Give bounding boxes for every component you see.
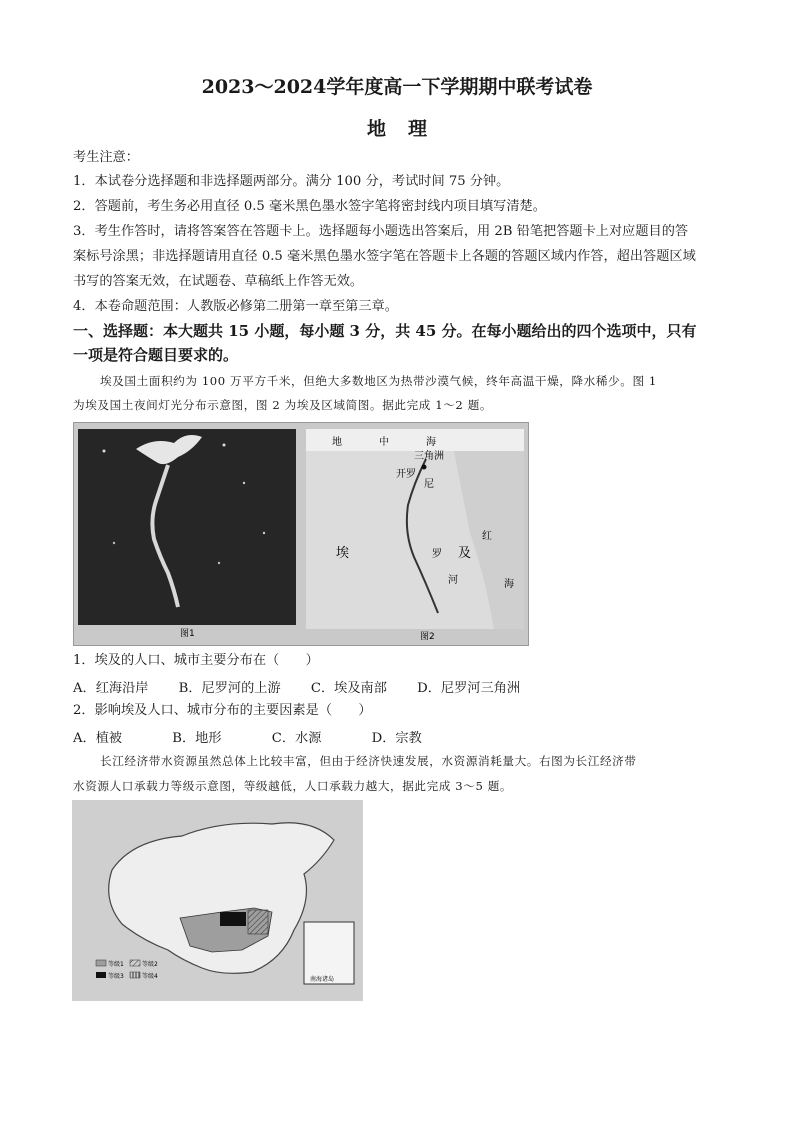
notice-item: 3．考生作答时，请将答案答在答题卡上。选择题每小题选出答案后，用 2B 铅笔把答题卡上对应题目的答 bbox=[73, 224, 689, 239]
notice-item: 4．本卷命题范围：人教版必修第二册第一章至第三章。 bbox=[73, 299, 398, 314]
legend-label: 等级2 bbox=[142, 961, 158, 968]
map-label: 及 bbox=[458, 546, 472, 561]
notice-item: 书写的答案无效，在试题卷、草稿纸上作答无效。 bbox=[73, 274, 364, 289]
question-2-options bbox=[73, 727, 448, 746]
option-a: A．植被 bbox=[73, 731, 123, 746]
option-b: B．尼罗河的上游 bbox=[178, 681, 281, 696]
fig2-caption: 图2 bbox=[420, 632, 435, 642]
option-d: D．宗教 bbox=[371, 731, 422, 746]
legend-label: 等级3 bbox=[108, 973, 124, 980]
night-lights-map bbox=[78, 429, 296, 625]
passage-text: 水资源人口承载力等级示意图，等级越低，人口承载力越大，据此完成 3～5 题。 bbox=[73, 779, 513, 793]
passage-text: 长江经济带水资源虽然总体上比较丰富，但由于经济快速发展，水资源消耗量大。右图为长江经济带 bbox=[100, 754, 637, 768]
map-label: 海 bbox=[426, 437, 436, 448]
option-c: C．埃及南部 bbox=[310, 681, 387, 696]
egypt-figures bbox=[73, 422, 529, 646]
yangtze-map-svg bbox=[72, 800, 363, 1001]
yangtze-map bbox=[72, 800, 363, 1001]
map-label: 红 bbox=[482, 531, 492, 542]
subject-title: 地理 bbox=[366, 118, 449, 140]
option-d: D．尼罗河三角洲 bbox=[417, 681, 521, 696]
south-china-sea-inset bbox=[304, 922, 354, 984]
fig1-caption: 图1 bbox=[180, 629, 195, 639]
legend-label: 等级1 bbox=[108, 961, 124, 968]
notice-item: 案标号涂黑；非选择题请用直径 0.5 毫米黑色墨水签字笔在答题卡上各题的答题区域内作答，超出答题区域 bbox=[73, 249, 696, 264]
section-heading: 一项是符合题目要求的。 bbox=[73, 346, 239, 364]
passage-text: 埃及国土面积约为 100 万平方千米，但绝大多数地区为热带沙漠气候，终年高温干燥，降水稀少。图 1 bbox=[100, 374, 657, 388]
option-b: B．地形 bbox=[172, 731, 222, 746]
section-heading: 一、选择题：本大题共 15 小题，每小题 3 分，共 45 分。在每小题给出的四个选项中，只有 bbox=[73, 322, 697, 340]
notice-heading: 考生注意： bbox=[73, 150, 139, 165]
map-label: 尼 bbox=[424, 479, 434, 490]
question-1-options bbox=[73, 677, 546, 696]
question-1-stem: 1．埃及的人口、城市主要分布在（ ） bbox=[73, 653, 319, 668]
map-label: 地 bbox=[332, 437, 342, 448]
notice-item: 2．答题前，考生务必用直径 0.5 毫米黑色墨水签字笔将密封线内项目填写清楚。 bbox=[73, 199, 546, 214]
map-label: 三角洲 bbox=[414, 451, 444, 462]
exam-title: 2023～2024学年度高一下学期期中联考试卷 bbox=[201, 76, 593, 98]
passage-text: 为埃及国土夜间灯光分布示意图，图 2 为埃及区域简图。据此完成 1～2 题。 bbox=[73, 398, 493, 412]
egypt-figures-svg bbox=[74, 423, 528, 645]
map-label: 河 bbox=[448, 575, 458, 586]
notice-item: 1．本试卷分选择题和非选择题两部分。满分 100 分，考试时间 75 分钟。 bbox=[73, 174, 510, 189]
option-c: C．水源 bbox=[271, 731, 322, 746]
region-grade-3 bbox=[220, 912, 246, 926]
inset-label: 南海诸岛 bbox=[310, 976, 335, 983]
legend-label: 等级4 bbox=[142, 973, 158, 980]
question-2-stem: 2．影响埃及人口、城市分布的主要因素是（ ） bbox=[73, 703, 372, 718]
map-label: 埃 bbox=[336, 546, 350, 561]
map-label: 罗 bbox=[432, 549, 442, 560]
map-label: 开罗 bbox=[396, 469, 416, 480]
map-legend bbox=[96, 960, 158, 980]
map-label: 中 bbox=[379, 437, 389, 448]
region-grade-2 bbox=[248, 910, 268, 934]
option-a: A．红海沿岸 bbox=[73, 681, 149, 696]
map-label: 海 bbox=[504, 579, 514, 590]
cairo-marker bbox=[422, 465, 427, 470]
